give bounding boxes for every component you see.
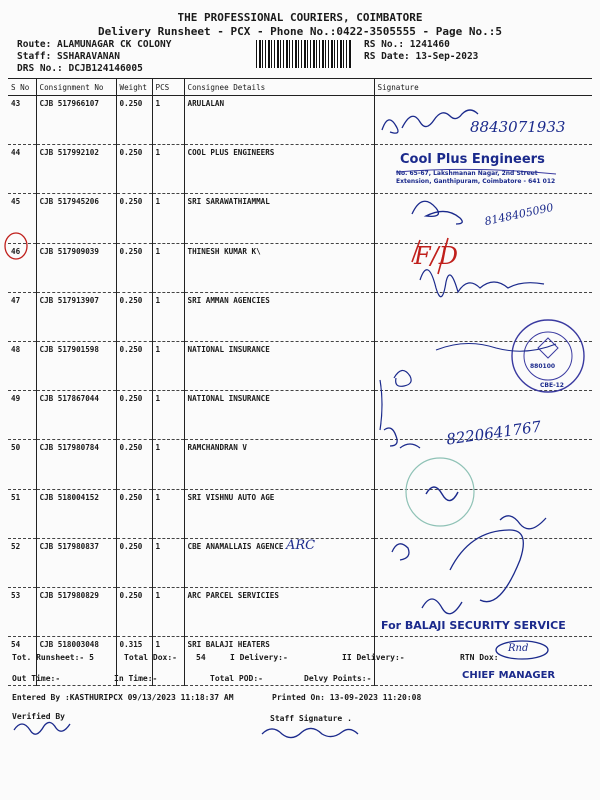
- drs-number: DRS No.: DCJB124146005: [17, 63, 143, 74]
- row-sno: 51: [8, 489, 36, 538]
- row-weight: 0.250: [116, 292, 152, 341]
- row-pcs: 1: [152, 194, 184, 243]
- row-sno: 44: [8, 145, 36, 194]
- total-dox-label: Total Dox:-: [124, 653, 177, 662]
- row-sno: 47: [8, 292, 36, 341]
- row-weight: 0.250: [116, 538, 152, 587]
- insurance-seal-inner: [524, 332, 572, 380]
- row-weight: 0.250: [116, 489, 152, 538]
- row-pcs: 1: [152, 391, 184, 440]
- verified-by-signature: [14, 722, 70, 734]
- cool-plus-stamp-address: No. 65-67, Lakshmanan Nagar, 2nd Street Extension, Ganthipuram, Coimbatore - 641 012: [396, 170, 556, 185]
- row-consignee: NATIONAL INSURANCE: [184, 391, 374, 440]
- runsheet-subtitle: Delivery Runsheet - PCX - Phone No.:0422-3505555 - Page No.:5: [98, 25, 502, 38]
- row-sno: 54: [8, 637, 36, 686]
- route-label: Route: ALAMUNAGAR CK COLONY: [17, 39, 172, 50]
- row-pcs: 1: [152, 243, 184, 292]
- verified-by-label: Verified By: [12, 712, 65, 721]
- staff-signature-label: Staff Signature .: [270, 714, 352, 723]
- company-title: THE PROFESSIONAL COURIERS, COIMBATORE: [177, 11, 423, 24]
- row-consignment: CJB 517867044: [36, 391, 116, 440]
- row-weight: 0.250: [116, 587, 152, 636]
- cool-plus-stamp-title: Cool Plus Engineers: [400, 152, 545, 167]
- row-46-circle-mark: [5, 233, 27, 259]
- row-sno: 52: [8, 538, 36, 587]
- row-pcs: 1: [152, 292, 184, 341]
- rs-date: RS Date: 13-Sep-2023: [364, 51, 479, 62]
- signature-row-52-53: [392, 516, 546, 602]
- row-consignee: CBE ANAMALLAIS AGENCE: [184, 538, 374, 587]
- row-consignment: CJB 517980829: [36, 587, 116, 636]
- staff-label: Staff: SSHARAVANAN: [17, 51, 120, 62]
- signature-row-50: [384, 428, 420, 448]
- staff-signature-scribble: [262, 728, 358, 737]
- col-weight: Weight: [116, 79, 152, 96]
- arc-mark: ARC: [286, 538, 316, 553]
- row-pcs: 1: [152, 538, 184, 587]
- row-weight: 0.250: [116, 243, 152, 292]
- insurance-seal-emblem: [538, 338, 558, 358]
- row-consignment: CJB 517901598: [36, 341, 116, 390]
- in-time: In Time:-: [114, 674, 158, 683]
- row-consignee: ARULALAN: [184, 96, 374, 145]
- row-consignee: RAMCHANDRAN V: [184, 440, 374, 489]
- phone-row-45: 8148405090: [483, 200, 555, 229]
- row-sno: 43: [8, 96, 36, 145]
- out-time: Out Time:-: [12, 674, 61, 683]
- row-consignee: COOL PLUS ENGINEERS: [184, 145, 374, 194]
- phone-row-43: 8843071933: [470, 118, 566, 136]
- row-consignment: CJB 518003048: [36, 637, 116, 686]
- row-consignee: SRI SARAWATHIAMMAL: [184, 194, 374, 243]
- row-sno: 46: [8, 243, 36, 292]
- row-consignment: CJB 517913907: [36, 292, 116, 341]
- balaji-security-stamp: For BALAJI SECURITY SERVICE: [381, 619, 566, 632]
- row-weight: 0.250: [116, 391, 152, 440]
- row-consignment: CJB 517980837: [36, 538, 116, 587]
- row-sno: 50: [8, 440, 36, 489]
- row-consignment: CJB 518004152: [36, 489, 116, 538]
- fd-mark: F/D: [414, 242, 458, 270]
- row-sno: 45: [8, 194, 36, 243]
- signature-row-45: [412, 201, 462, 224]
- col-consignee: Consignee Details: [184, 79, 374, 96]
- row-sno: 48: [8, 341, 36, 390]
- row-consignment: CJB 517945206: [36, 194, 116, 243]
- signature-row-49: [380, 370, 411, 430]
- rs-number: RS No.: 1241460: [364, 39, 450, 50]
- ii-delivery: II Delivery:-: [342, 653, 405, 662]
- row-pcs: 1: [152, 489, 184, 538]
- signature-row-51: [426, 487, 458, 501]
- row-pcs: 1: [152, 587, 184, 636]
- col-pcs: PCS: [152, 79, 184, 96]
- printed-on: Printed On: 13-09-2023 11:20:08: [272, 693, 422, 702]
- row-pcs: 1: [152, 145, 184, 194]
- row-pcs: 1: [152, 440, 184, 489]
- row-consignment: CJB 517992102: [36, 145, 116, 194]
- col-sno: S No: [8, 79, 36, 96]
- row-consignee: NATIONAL INSURANCE: [184, 341, 374, 390]
- row-sno: 49: [8, 391, 36, 440]
- row-consignee: THINESH KUMAR K\: [184, 243, 374, 292]
- col-consignment: Consignment No: [36, 79, 116, 96]
- signature-row-54: [422, 599, 462, 614]
- row-pcs: 1: [152, 341, 184, 390]
- total-dox-value: 54: [196, 653, 206, 662]
- row-consignee: ARC PARCEL SERVICIES: [184, 587, 374, 636]
- row-consignee: SRI VISHNU AUTO AGE: [184, 489, 374, 538]
- insurance-seal-number: 880100: [530, 363, 556, 370]
- row-sno: 53: [8, 587, 36, 636]
- entered-by: Entered By :KASTHURIPCX 09/13/2023 11:18:37 AM: [12, 693, 234, 702]
- rtn-dox: RTN Dox:: [460, 653, 499, 662]
- row-pcs: 1: [152, 637, 184, 686]
- col-signature: Signature: [374, 79, 592, 96]
- row-weight: 0.250: [116, 194, 152, 243]
- rtn-handwritten: Rnd: [508, 643, 529, 654]
- phone-row-50: 8220641767: [445, 417, 543, 449]
- row-consignment: CJB 517980784: [36, 440, 116, 489]
- row-consignment: CJB 517909039: [36, 243, 116, 292]
- i-delivery: I Delivery:-: [230, 653, 288, 662]
- row-consignment: CJB 517966107: [36, 96, 116, 145]
- total-pod: Total POD:-: [210, 674, 263, 683]
- row-consignee: SRI AMMAN AGENCIES: [184, 292, 374, 341]
- tot-runsheet: Tot. Runsheet:- 5: [12, 653, 94, 662]
- insurance-seal-code: CBE-12: [540, 382, 564, 389]
- row-weight: 0.250: [116, 96, 152, 145]
- signature-row-43: [382, 110, 478, 133]
- row-weight: 0.250: [116, 145, 152, 194]
- delvy-points: Delvy Points:-: [304, 674, 372, 683]
- row-weight: 0.250: [116, 341, 152, 390]
- row-consignee: SRI BALAJI HEATERS: [184, 637, 374, 686]
- chief-manager-stamp: CHIEF MANAGER: [462, 670, 556, 681]
- row-pcs: 1: [152, 96, 184, 145]
- row-weight: 0.315: [116, 637, 152, 686]
- row-weight: 0.250: [116, 440, 152, 489]
